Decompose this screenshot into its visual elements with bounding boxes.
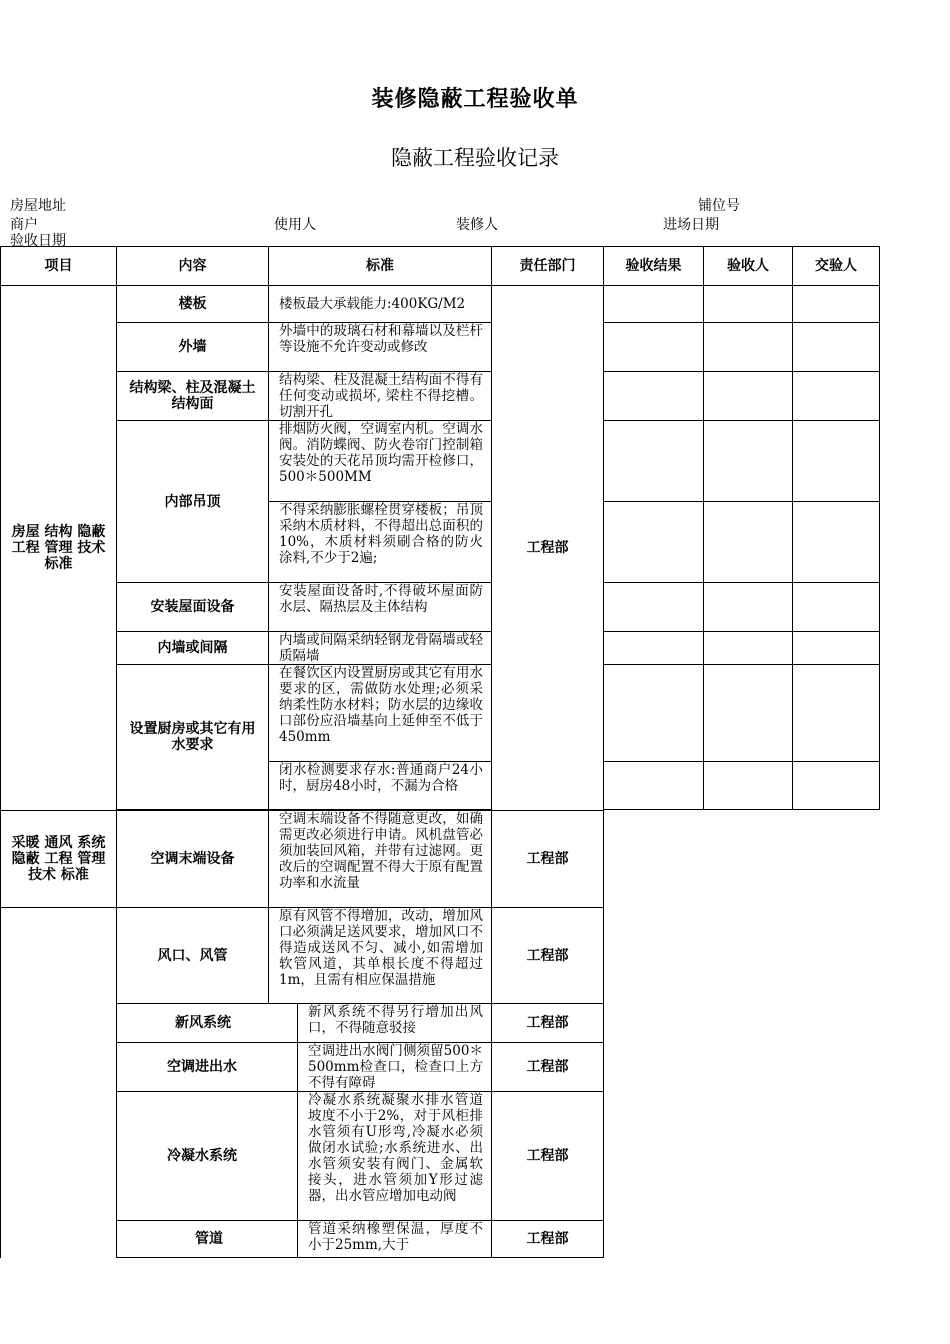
acceptor-cell[interactable] [704,421,793,502]
handover-cell[interactable] [793,583,880,632]
standard-cell: 新风系统不得另行增加出风口，不得随意驳接 [298,1004,492,1043]
acceptor-cell[interactable] [704,502,793,583]
table-row [1,632,880,665]
user-label: 使用人 [274,217,316,233]
table-row [1,323,880,372]
table-header-row [1,247,880,286]
result-cell[interactable] [604,632,704,665]
content-cell: 空调末端设备 [117,811,269,908]
standard-cell: 原有风管不得增加，改动，增加风口必须满足送风要求，增加风口不得造成送风不匀、减小,如需增加软管风道，其单根长度不得超过1m，且需有相应保温措施 [269,908,492,1004]
table-row [1,421,880,502]
category-cell: 房屋 结构 隐蔽 工程 管理 技术 标准 [1,286,117,811]
standard-cell: 内墙或间隔采纳轻钢龙骨隔墙或轻质隔墙 [269,632,492,665]
address-label: 房屋地址 [10,198,66,214]
acceptance-table [0,246,880,1258]
acceptor-cell[interactable] [704,323,793,372]
handover-cell[interactable] [793,762,880,810]
standard-cell: 在餐饮区内设置厨房或其它有用水要求的区，需做防水处理;必须采纳柔性防水材料；防水层的边缘收口部份应沿墙基向上延伸至不低于450mm [269,665,492,762]
header-dept: 责任部门 [492,247,604,286]
table-row [1,1043,880,1092]
content-cell: 新风系统 [117,1004,298,1043]
content-cell: 外墙 [117,323,269,372]
standard-cell: 外墙中的玻璃石材和幕墙以及栏杆等设施不允许变动或修改 [269,323,492,372]
content-cell: 风口、风管 [117,908,269,1004]
header-handover: 交验人 [793,247,880,286]
standard-cell: 安装屋面设备时,不得破坏屋面防水层、隔热层及主体结构 [269,583,492,632]
content-cell: 内墙或间隔 [117,632,269,665]
standard-cell: 闭水检测要求存水:普通商户24小时，厨房48小时，不漏为合格 [269,762,492,810]
content-cell: 冷凝水系统 [117,1092,298,1221]
content-cell: 结构梁、柱及混凝土结构面 [117,372,269,421]
header-acceptor: 验收人 [704,247,793,286]
standard-cell: 结构梁、柱及混凝土结构面不得有任何变动或损坏, 梁柱不得挖槽。切割开孔 [269,372,492,421]
result-cell[interactable] [604,372,704,421]
content-cell: 安装屋面设备 [117,583,269,632]
standard-cell: 冷凝水系统凝聚水排水管道坡度不小于2%，对于风柜排水管须有U形弯,冷凝水必须做闭水试验;水系统进水、出水管须安装有阀门、金属软接头，进水管须加Y形过滤器，出水管应增加电动阀 [298,1092,492,1221]
accept-date-label: 验收日期 [10,233,66,249]
dept-cell: 工程部 [492,1043,604,1092]
handover-cell[interactable] [793,665,880,762]
result-cell[interactable] [604,583,704,632]
acceptor-cell[interactable] [704,762,793,810]
table-row [1,908,880,1004]
merchant-label: 商户 [10,217,38,233]
shop-no-label: 铺位号 [698,198,740,214]
dept-cell: 工程部 [492,1092,604,1221]
handover-cell[interactable] [793,502,880,583]
result-cell[interactable] [604,762,704,810]
result-cell[interactable] [604,286,704,323]
content-cell: 空调进出水 [117,1043,298,1092]
acceptor-cell[interactable] [704,372,793,421]
content-cell: 设置厨房或其它有用水要求 [117,665,269,810]
content-cell: 内部吊顶 [117,421,269,583]
handover-cell[interactable] [793,372,880,421]
table-row [1,583,880,632]
document-subtitle: 隐蔽工程验收记录 [391,146,559,170]
dept-cell: 工程部 [492,1004,604,1043]
acceptor-cell[interactable] [704,583,793,632]
category-cell-empty [1,908,117,1258]
document-title: 装修隐蔽工程验收单 [371,87,579,112]
standard-cell: 楼板最大承载能力:400KG/M2 [269,286,492,323]
entry-date-label: 进场日期 [663,217,719,233]
category-cell: 采暖 通风 系统 隐蔽 工程 管理 技术 标准 [1,811,117,908]
dept-cell: 工程部 [492,908,604,1004]
result-cell[interactable] [604,323,704,372]
acceptor-cell[interactable] [704,286,793,323]
standard-cell: 排烟防火阀，空调室内机。空调水阀。消防蝶阀、防火卷帘门控制箱安装处的天花吊顶均需开检修口，500＊500MM [269,421,492,502]
standard-cell: 不得采纳膨胀螺栓贯穿楼板；吊顶采纳木质材料，不得超出总面积的10%，木质材料须刷合格的防火涂料,不少于2遍; [269,502,492,583]
dept-cell: 工程部 [492,286,604,811]
table-row [1,1092,880,1221]
dept-cell: 工程部 [492,1221,604,1258]
dept-cell: 工程部 [492,811,604,908]
decorator-label: 装修人 [456,217,498,233]
result-cell[interactable] [604,502,704,583]
header-standard: 标准 [269,247,492,286]
handover-cell[interactable] [793,286,880,323]
handover-cell[interactable] [793,421,880,502]
acceptor-cell[interactable] [704,665,793,762]
result-cell[interactable] [604,421,704,502]
header-result: 验收结果 [604,247,704,286]
table-row [1,1004,880,1043]
table-row [1,1221,880,1258]
content-cell: 管道 [117,1221,298,1258]
standard-cell: 管道采纳橡塑保温，厚度不小于25mm,大于 [298,1221,492,1258]
table-row [1,372,880,421]
content-cell: 楼板 [117,286,269,323]
handover-cell[interactable] [793,323,880,372]
standard-cell: 空调末端设备不得随意更改，如确需更改必须进行申请。风机盘管必须加装回风箱，并带有过滤网。更改后的空调配置不得大于原有配置功率和水流量 [269,811,492,908]
header-content: 内容 [117,247,269,286]
table-row [1,665,880,762]
standard-cell: 空调进出水阀门侧须留500＊500mm检查口，检查口上方不得有障碍 [298,1043,492,1092]
header-item: 项目 [1,247,117,286]
table-row [1,286,880,323]
acceptor-cell[interactable] [704,632,793,665]
result-cell[interactable] [604,665,704,762]
handover-cell[interactable] [793,632,880,665]
table-row [1,811,880,908]
